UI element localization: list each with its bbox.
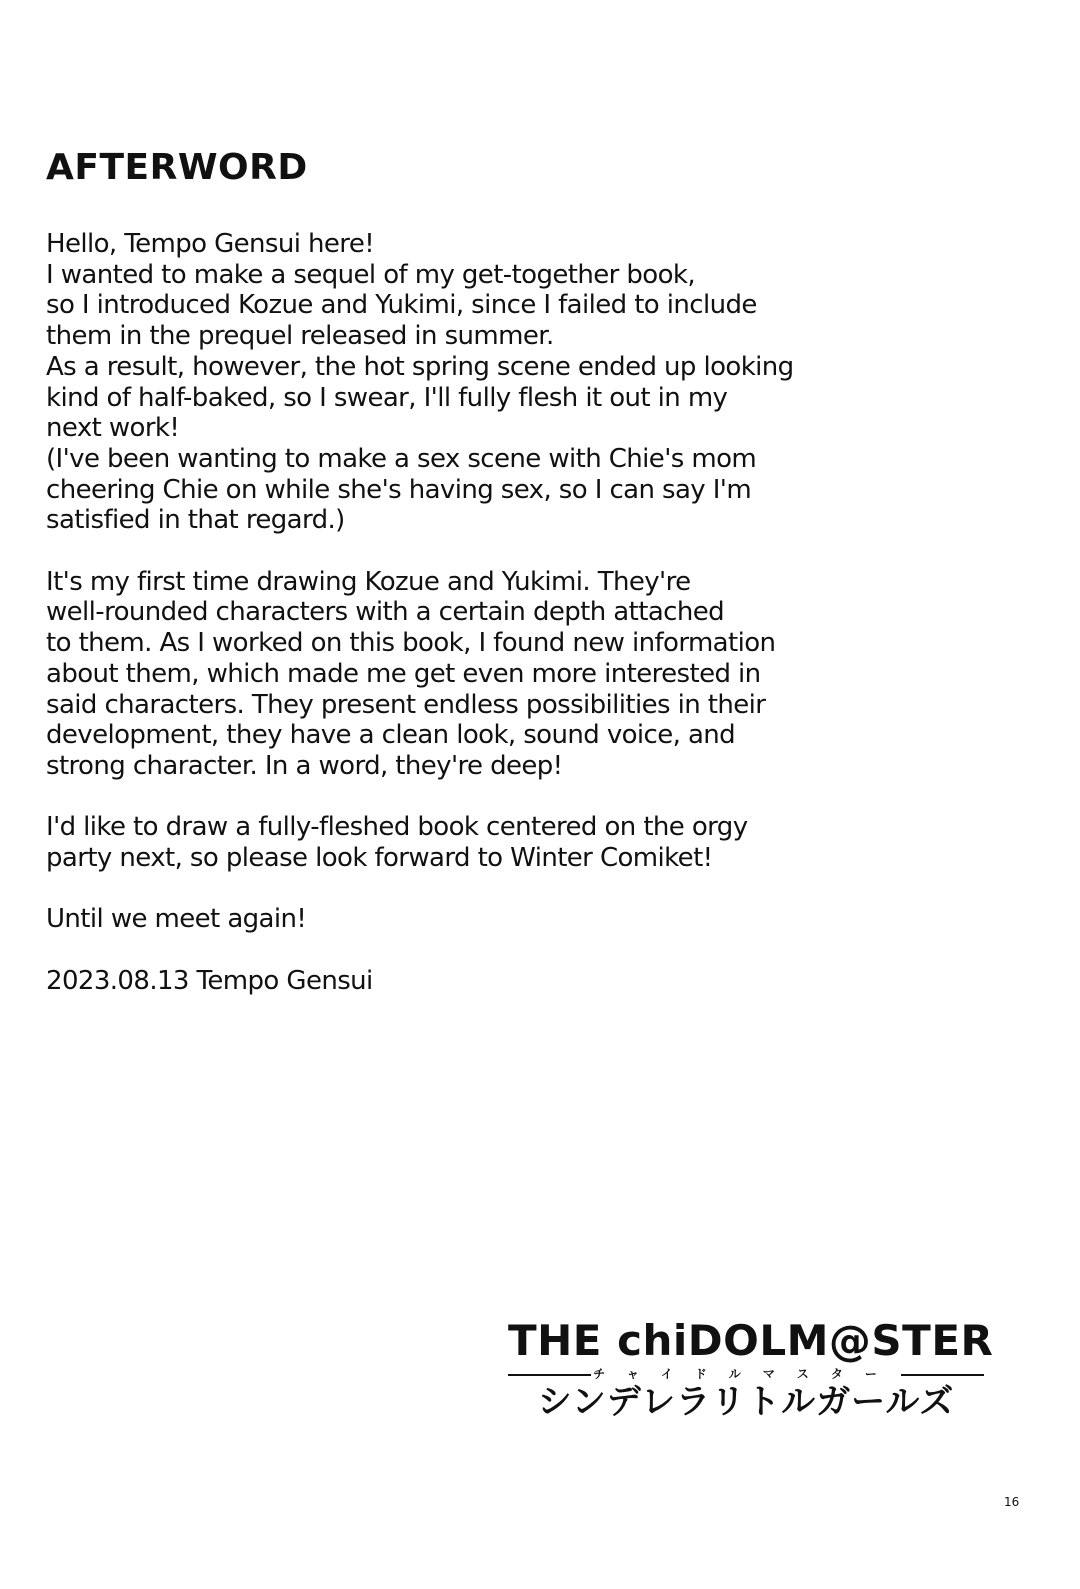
text-line: I'd like to draw a fully-fleshed book centered on the orgy	[46, 812, 748, 843]
page-number: 16	[1004, 1495, 1020, 1509]
text-line: about them, which made me get even more interested in	[46, 658, 761, 689]
text-line: As a result, however, the hot spring scene ended up looking	[46, 351, 794, 382]
text-line: Until we meet again!	[46, 904, 307, 935]
text-line: It's my first time drawing Kozue and Yukimi. They're	[46, 566, 691, 597]
paragraph-gap	[46, 536, 786, 567]
paragraph-gap	[46, 935, 786, 966]
afterword-body	[46, 229, 794, 997]
logo-ruby-text	[508, 1366, 984, 1382]
paragraph-gap	[46, 874, 786, 905]
logo-title: THE chiDOLM@STER	[508, 1316, 994, 1365]
text-line: them in the prequel released in summer.	[46, 321, 554, 352]
text-line: Hello, Tempo Gensui here!	[46, 229, 375, 259]
series-logo	[508, 1316, 994, 1422]
text-line: well-rounded characters with a certain depth attached	[46, 597, 725, 628]
text-line: strong character. In a word, they're deep!	[46, 750, 563, 781]
page-title: AFTERWORD	[46, 147, 308, 188]
text-line: I wanted to make a sequel of my get-together book,	[46, 259, 696, 290]
logo-ruby-label: チャイドルマスター	[593, 1367, 899, 1381]
text-line: next work!	[46, 413, 180, 444]
text-line: (I've been wanting to make a sex scene with Chie's mom	[46, 443, 757, 474]
text-line: so I introduced Kozue and Yukimi, since I failed to include	[46, 290, 757, 321]
paragraph-gap	[46, 782, 786, 813]
text-line: development, they have a clean look, sound voice, and	[46, 720, 736, 751]
text-line: party next, so please look forward to Winter Comiket!	[46, 843, 713, 874]
logo-ruby-row	[508, 1368, 984, 1382]
logo-subtitle: シンデレラリトルガールズ	[537, 1382, 955, 1422]
text-line: satisfied in that regard.)	[46, 505, 345, 536]
signature-line: 2023.08.13 Tempo Gensui	[46, 965, 373, 996]
text-line: cheering Chie on while she's having sex, so I can say I'm	[46, 474, 752, 505]
text-line: to them. As I worked on this book, I found new information	[46, 628, 776, 659]
text-line: kind of half-baked, so I swear, I'll fully flesh it out in my	[46, 382, 728, 413]
text-line: said characters. They present endless possibilities in their	[46, 689, 766, 720]
